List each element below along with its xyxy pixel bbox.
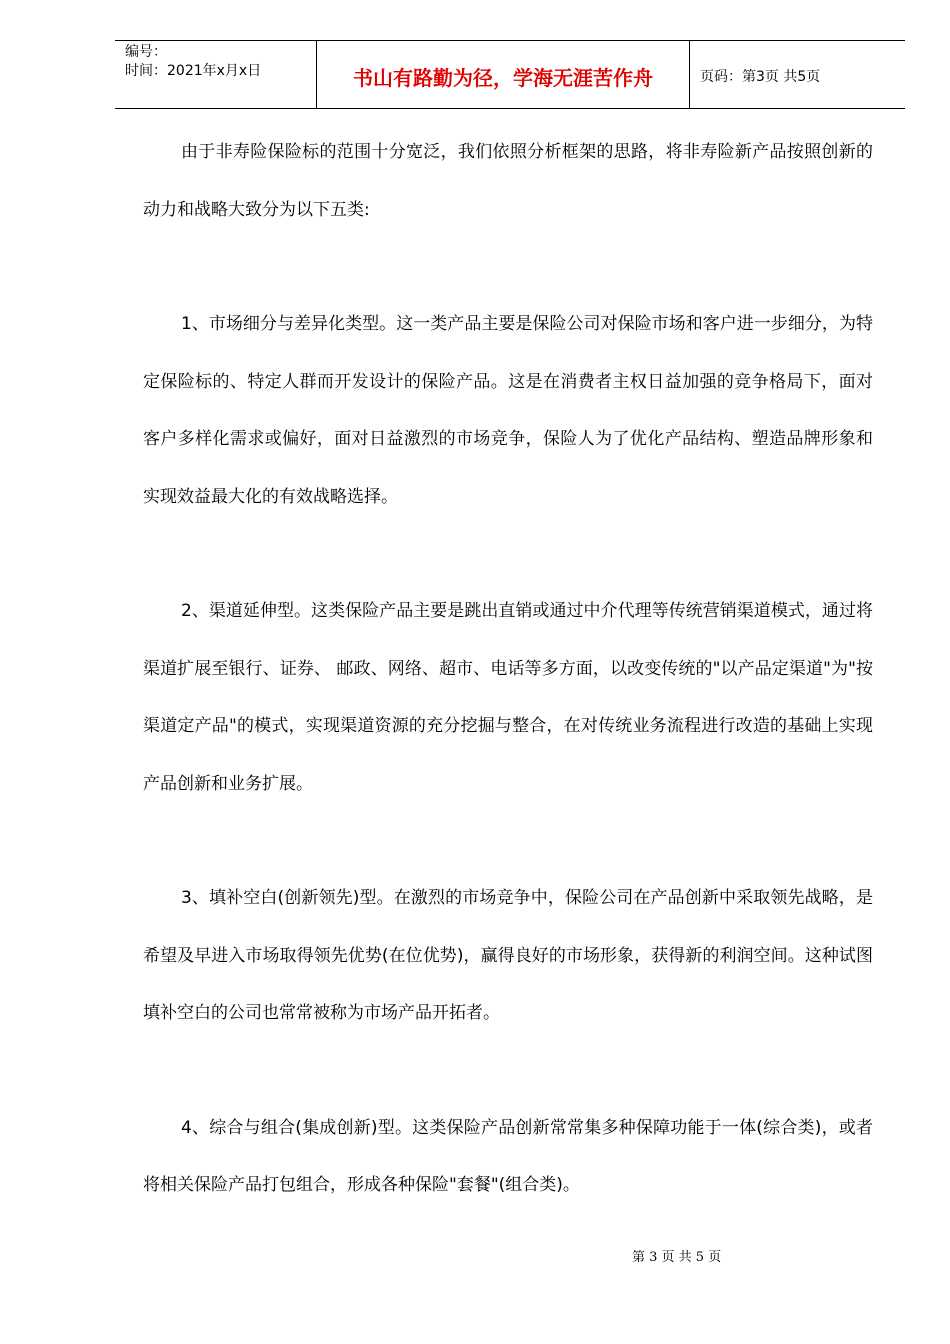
paragraph-type-2: 2、渠道延伸型。这类保险产品主要是跳出直销或通过中介代理等传统营销渠道模式，通过将渠道扩展至银行、证券、 邮政、网络、超市、电话等多方面，以改变传统的"以产品定渠道"为"按渠道定产品"的模式，实现渠道资源的充分挖掘与整合，在对传统业务流程进行改造的基础上实现产品创新和业务扩展。 — [143, 601, 873, 794]
paragraph-type-4: 4、综合与组合(集成创新)型。这类保险产品创新常常集多种保障功能于一体(综合类)，或者将相关保险产品打包组合，形成各种保险"套餐"(组合类)。 — [143, 1117, 873, 1195]
paragraph-intro: 由于非寿险保险标的范围十分宽泛，我们依照分析框架的思路，将非寿险新产品按照创新的动力和战略大致分为以下五类: — [143, 142, 873, 220]
document-body — [143, 124, 873, 1215]
header-motto: 书山有路勤为径，学海无涯苦作舟 — [317, 41, 690, 108]
header-page-label: 页码：第3页 共5页 — [700, 68, 821, 85]
paragraph-type-1: 1、市场细分与差异化类型。这一类产品主要是保险公司对保险市场和客户进一步细分，为特定保险标的、特定人群而开发设计的保险产品。这是在消费者主权日益加强的竞争格局下，面对客户多样化需求或偏好，面对日益激烈的市场竞争，保险人为了优化产品结构、塑造品牌形象和实现效益最大化的有效战略选择。 — [143, 314, 873, 507]
header-meta — [115, 41, 317, 108]
time-label: 时间：2021年x月x日 — [125, 63, 262, 79]
number-label: 编号： — [125, 44, 167, 60]
page-footer: 第 3 页 共 5 页 — [632, 1250, 722, 1265]
page-header — [115, 40, 905, 109]
paragraph-type-3: 3、填补空白(创新领先)型。在激烈的市场竞争中，保险公司在产品创新中采取领先战略，是希望及早进入市场取得领先优势(在位优势)，赢得良好的市场形象，获得新的利润空间。这种试图填补空白的公司也常常被称为市场产品开拓者。 — [143, 888, 873, 1023]
